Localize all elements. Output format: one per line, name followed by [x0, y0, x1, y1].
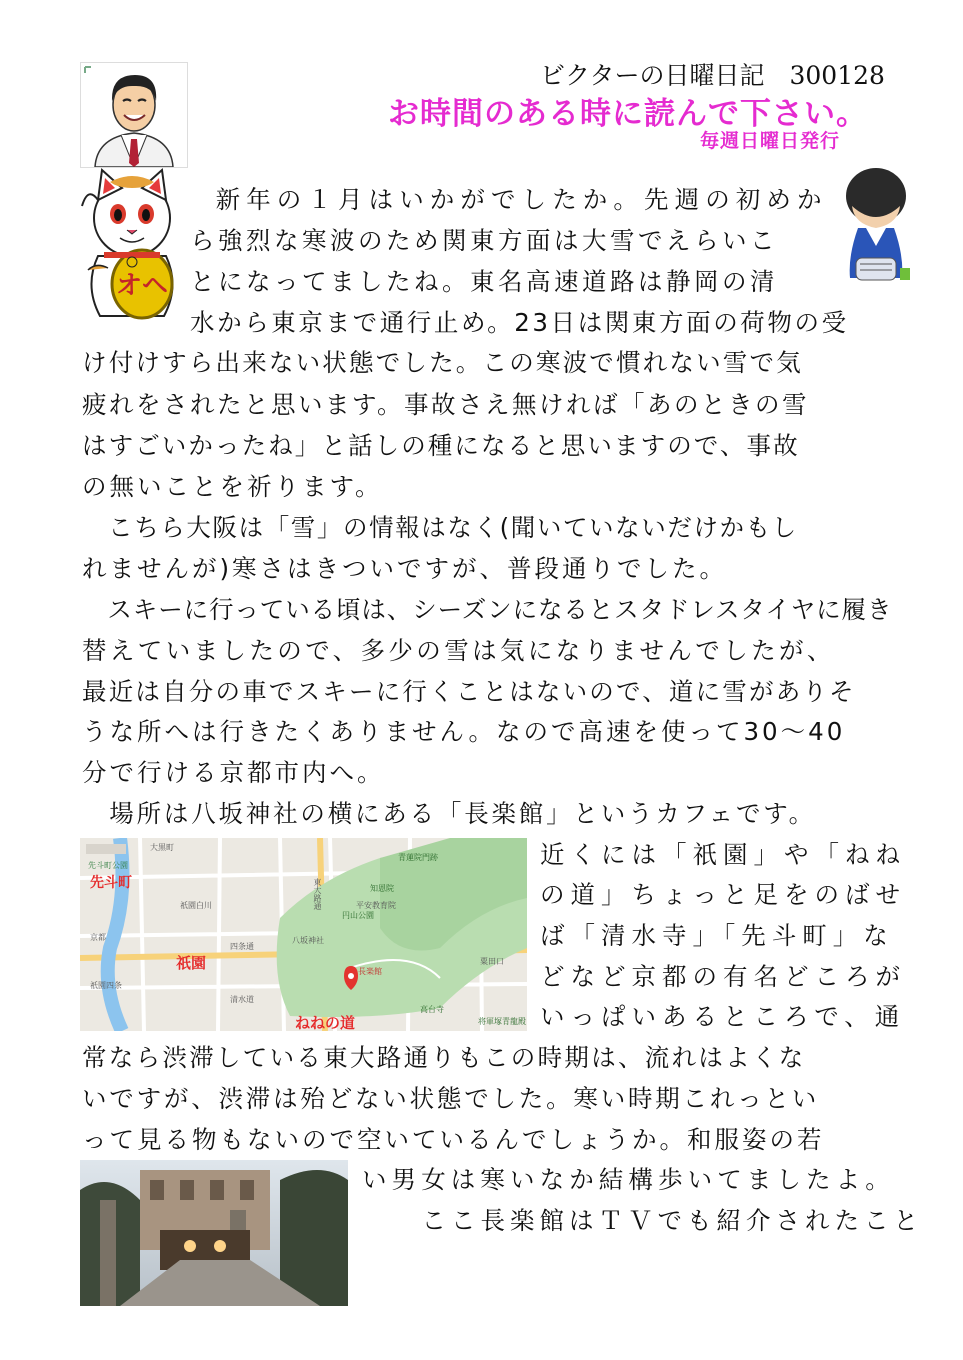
map-small-label: 京都	[90, 933, 106, 942]
map-small-label: 粟田口	[480, 957, 504, 966]
body-line: 最近は自分の車でスキーに行くことはないので、道に雪がありそ	[82, 677, 856, 706]
body-line: 替えていましたので、多少の雪は気になりませんでしたが、	[82, 636, 835, 665]
body-line: い男女は寒いなか結構歩いてましたよ。	[362, 1165, 895, 1194]
map-small-label: 平安教育院	[356, 901, 396, 910]
body-line: 疲れをされたと思います。事故さえ無ければ「あのときの雪	[82, 390, 810, 419]
body-line: ここ長楽館はＴＶでも紹介されたこと	[392, 1206, 923, 1235]
body-line: スキーに行っている頃は、シーズンになるとスタドレスタイヤに履き	[82, 595, 893, 624]
body-line: の道」ちょっと足をのばせ	[540, 880, 906, 909]
map-label-gion: 祇園	[176, 954, 207, 972]
map-small-label: 清水道	[230, 995, 254, 1004]
page-subtitle: お時間のある時に読んで下さい。	[388, 96, 868, 132]
man-avatar-icon	[80, 62, 188, 168]
body-line: どなど京都の有名どころが	[540, 962, 906, 991]
body-line: ら強烈な寒波のため関東方面は大雪でえらいこ	[190, 226, 778, 255]
map-small-label: 将軍塚青龍殿	[478, 1017, 526, 1026]
body-line: はすごいかったね」と話しの種になると思いますので、事故	[82, 431, 800, 460]
map-small-label: 祇園四条	[90, 981, 122, 990]
map-label-pontocho: 先斗町	[90, 875, 132, 891]
map-small-label: 青蓮院門跡	[398, 853, 438, 862]
svg-text:オヘ: オヘ	[115, 271, 169, 301]
map-small-label: 祇園白川	[180, 901, 212, 910]
body-line: 新年の１月はいかがでしたか。先週の初めか	[185, 185, 828, 214]
body-line: の無いことを祈ります。	[82, 472, 383, 501]
map-small-label: 東大路通	[313, 878, 322, 910]
body-line: 水から東京まで通行止め。23日は関東方面の荷物の受	[190, 308, 849, 337]
map-small-label: 八坂神社	[292, 936, 324, 945]
map-small-label: 高台寺	[420, 1005, 444, 1014]
body-line: こちら大阪は「雪」の情報はなく(聞いていないだけかもし	[82, 513, 798, 542]
chorakukan-photo	[80, 1160, 348, 1306]
body-line: うな所へは行きたくありません。なので高速を使って30～40	[82, 717, 846, 746]
body-line: れませんが)寒さはきついですが、普段通りでした。	[82, 554, 728, 583]
map-label-nene: ねねの道	[295, 1014, 356, 1031]
body-line: け付けすら出来ない状態でした。この寒波で慣れない雪で気	[82, 348, 803, 377]
map-small-label: 知恩院	[370, 884, 394, 893]
publish-note: 毎週日曜日発行	[700, 130, 841, 152]
map-small-label: 円山公園	[342, 911, 374, 920]
body-line: 常なら渋滞している東大路通りもこの時期は、流れはよくな	[82, 1043, 806, 1072]
body-line: 分で行ける京都市内へ。	[82, 758, 385, 787]
bowing-person-icon	[836, 166, 916, 284]
page-title: ビクターの日曜日記 300128	[540, 61, 885, 90]
map-small-label: 大黒町	[150, 843, 174, 852]
body-line: いっぱいあるところで、通	[540, 1002, 906, 1031]
body-line: 近くには「祇園」や「ねね	[540, 840, 906, 869]
area-map	[80, 838, 527, 1031]
body-line: いですが、渋滞は殆どない状態でした。寒い時期これっとい	[82, 1084, 820, 1113]
map-small-label: 長楽館	[358, 967, 382, 976]
map-small-label: 先斗町公園	[88, 861, 128, 870]
map-small-label: 四条通	[230, 942, 254, 951]
body-line: とになってましたね。東名高速道路は静岡の清	[190, 267, 778, 296]
body-line: って見る物もないので空いているんでしょうか。和服姿の若	[82, 1125, 825, 1154]
body-line: ば「清水寺」「先斗町」な	[540, 921, 894, 950]
body-line: 場所は八坂神社の横にある「長楽館」というカフェです。	[82, 799, 816, 828]
maneki-neko-icon	[80, 166, 184, 320]
